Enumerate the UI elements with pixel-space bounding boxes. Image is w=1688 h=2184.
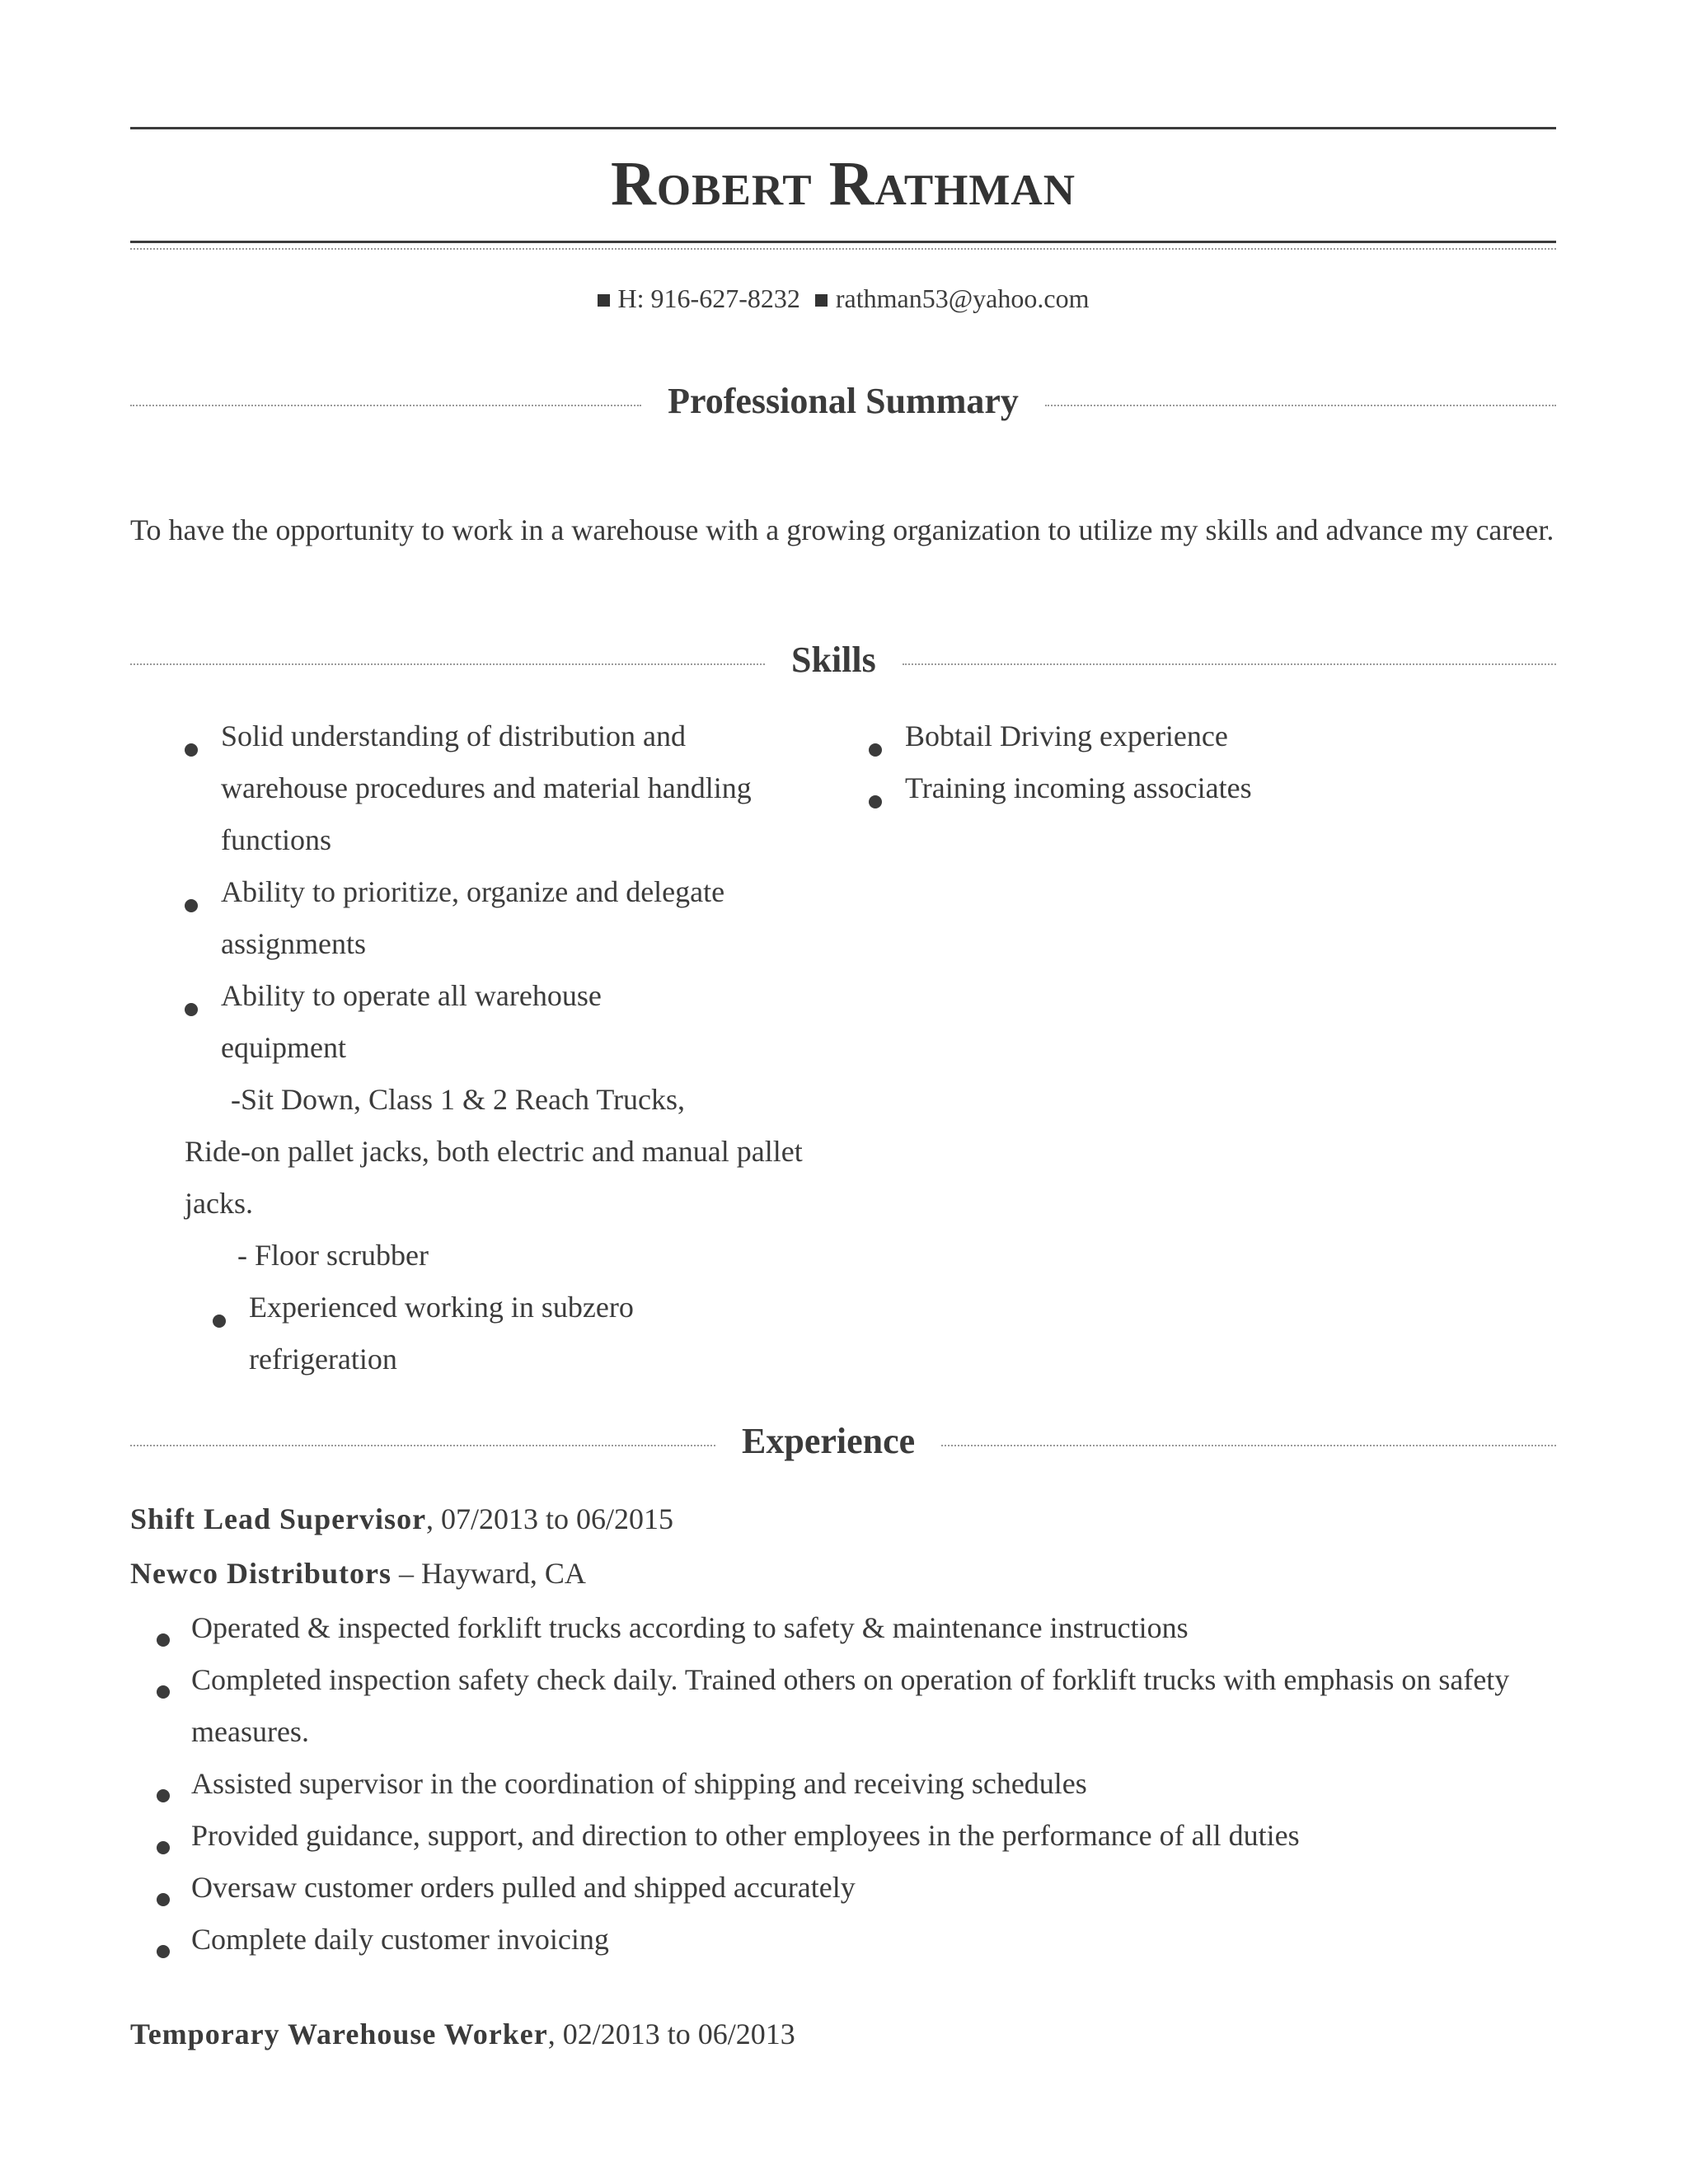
skills-heading — [130, 635, 1556, 684]
skill-subline: Ride-on pallet jacks, both electric and manual pallet jacks. — [185, 1135, 803, 1220]
dotted-rule — [130, 663, 765, 665]
skill-item: Bobtail Driving experience — [869, 710, 1528, 762]
job-bullet: Completed inspection safety check daily. Trained others on operation of forklift trucks with emphasis on safety measures. — [191, 1654, 1543, 1758]
bullet-icon — [157, 1945, 170, 1958]
job-title-line — [130, 2007, 1556, 2061]
contact-line — [130, 280, 1556, 316]
skill-subline: - Floor scrubber — [237, 1239, 429, 1272]
job-dates: , 02/2013 to 06/2013 — [547, 2018, 795, 2050]
job-entry — [130, 2007, 1556, 2061]
skills-left-column — [185, 710, 844, 1385]
job-dates: , 07/2013 to 06/2015 — [426, 1502, 674, 1535]
skills-right-column — [869, 710, 1528, 814]
bullet-icon — [157, 1685, 170, 1699]
skill-item: Experienced working in subzero refrigeration — [213, 1282, 776, 1385]
bullet-icon — [185, 743, 198, 757]
bullet-icon — [869, 743, 882, 757]
skill-item: Solid understanding of distribution and warehouse procedures and material handling functions — [185, 710, 814, 866]
bullet-icon — [185, 899, 198, 912]
phone: H: 916-627-8232 — [617, 284, 800, 313]
job-bullet: Operated & inspected forklift trucks according to safety & maintenance instructions — [191, 1602, 1556, 1654]
company-location: – Hayward, CA — [391, 1557, 586, 1590]
name-dotted-rule — [130, 248, 1556, 250]
section-title: Experience — [742, 1420, 916, 1461]
experience-heading — [130, 1416, 1556, 1465]
dotted-rule — [903, 663, 1556, 665]
company-line — [130, 1546, 1556, 1601]
skill-item: Ability to operate all warehouse equipment — [185, 970, 732, 1074]
bullet-icon — [157, 1841, 170, 1854]
dotted-rule — [130, 405, 641, 406]
square-bullet-icon — [815, 294, 828, 307]
bullet-icon — [157, 1633, 170, 1647]
job-title: Shift Lead Supervisor — [130, 1502, 427, 1535]
dotted-rule — [1045, 405, 1556, 406]
dotted-rule — [941, 1445, 1556, 1446]
name-rule — [130, 241, 1556, 243]
skill-subline: -Sit Down, Class 1 & 2 Reach Trucks, — [231, 1083, 686, 1116]
job-bullet: Oversaw customer orders pulled and shipped accurately — [191, 1862, 1556, 1914]
bullet-icon — [157, 1789, 170, 1802]
square-bullet-icon — [598, 294, 610, 307]
section-title: Skills — [791, 639, 876, 680]
skill-item: Training incoming associates — [869, 762, 1528, 814]
company-name: Newco Distributors — [130, 1557, 392, 1590]
summary-text: To have the opportunity to work in a warehouse with a growing organization to utilize my skills and advance my career. — [130, 513, 1554, 546]
summary-heading — [130, 376, 1556, 425]
top-rule — [130, 127, 1556, 129]
job-bullet: Provided guidance, support, and direction to other employees in the performance of all duties — [191, 1810, 1556, 1862]
candidate-name: Robert Rathman — [611, 149, 1076, 218]
job-title: Temporary Warehouse Worker — [130, 2018, 548, 2050]
bullet-icon — [157, 1893, 170, 1906]
job-bullets — [130, 1602, 1556, 1966]
bullet-icon — [869, 795, 882, 808]
bullet-icon — [185, 1003, 198, 1016]
bullet-icon — [213, 1315, 226, 1328]
job-title-line — [130, 1492, 1556, 1546]
email: rathman53@yahoo.com — [835, 284, 1090, 313]
skill-item: Ability to prioritize, organize and delegate assignments — [185, 866, 732, 970]
dotted-rule — [130, 1445, 715, 1446]
job-entry — [130, 1492, 1556, 1966]
section-title: Professional Summary — [668, 380, 1019, 421]
job-bullet: Complete daily customer invoicing — [191, 1914, 1556, 1966]
job-bullet: Assisted supervisor in the coordination of shipping and receiving schedules — [191, 1758, 1556, 1810]
